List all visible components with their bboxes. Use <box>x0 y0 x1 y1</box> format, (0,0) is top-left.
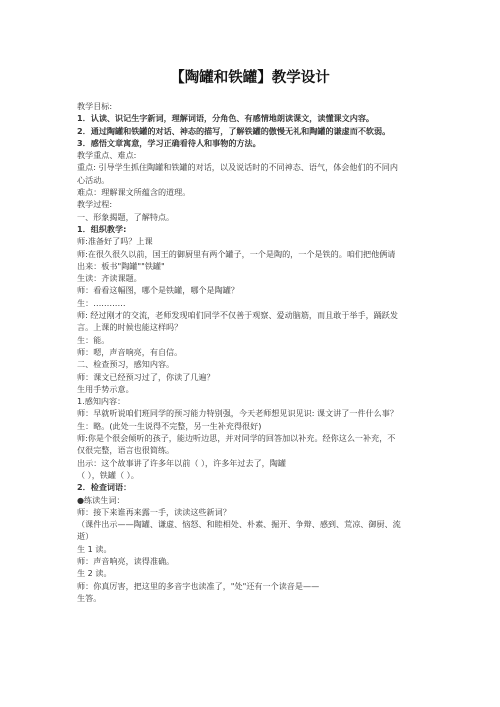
text-line: ●练读生词： <box>77 494 125 505</box>
text-line: 师：嗯，声音响亮，有自信。 <box>77 346 183 357</box>
text-line: （ ），铁罐（ ）。 <box>77 469 139 480</box>
text-line: 生 2 读。 <box>77 568 112 579</box>
text-line: 生答。 <box>77 592 102 603</box>
text-line: 心活动。 <box>77 174 110 185</box>
text-line: 1．认读、识记生字新词，理解词语，分角色、有感情地朗读课文，读懂课文内容。 <box>77 113 375 124</box>
text-line: 二、检查预习，感知内容。 <box>77 359 175 370</box>
text-line: 生：能。 <box>77 334 110 345</box>
text-line: （课件出示——陶罐、谦虚、恼怒、和睦相处、朴素、掘开、争辩、感到、荒凉、御厨、流 <box>77 519 401 530</box>
text-line: 教学目标: <box>77 101 113 111</box>
text-line: 一、形象揭题，了解特点。 <box>77 211 175 222</box>
text-line: 仅很完整，语言也很简练。 <box>77 445 175 456</box>
text-line: 生：略。(此处一生说得不完整，另一生补充得很好) <box>77 420 262 431</box>
text-line: 教学过程: <box>77 199 113 210</box>
text-line: 重点: 引导学生抓住陶罐和铁罐的对话，以及说话时的不同神态、语气，体会他们的不同内 <box>77 162 398 173</box>
text-line: 师:准备好了吗？上课 <box>77 236 153 247</box>
text-line: 出来：板书"陶罐""铁罐" <box>77 260 165 271</box>
text-line: 师：你真厉害，把这里的多音字也读准了，"处"还有一个读音是—— <box>77 580 320 591</box>
text-line: 师: 经过刚才的交流，老师发现咱们同学不仅善于观察、爱动脑筋，而且敢于举手，踊跃发 <box>77 310 398 321</box>
text-line: 师：早就听说咱们班同学的预习能力特别强，今天老师想见识见识: 课文讲了一件什么事？ <box>77 408 398 419</box>
text-line: 师：声音响亮，读得准确。 <box>77 555 175 566</box>
text-line: 生：………… <box>77 297 126 308</box>
text-line: 2．检查词语： <box>77 482 132 493</box>
text-line: 生用手势示意。 <box>77 383 134 394</box>
text-line: 师：看看这幅图，哪个是铁罐，哪个是陶罐？ <box>77 285 239 296</box>
document-body <box>77 100 429 604</box>
text-line: 师：接下来谁再来露一手，读读这些新词？ <box>77 506 231 517</box>
document-title: 【陶罐和铁罐】教学设计 <box>170 70 330 86</box>
text-line: 生读：齐读课题。 <box>77 273 142 284</box>
text-line: 出示：这个故事讲了许多年以前（ ），许多年过去了，陶罐 <box>77 457 286 468</box>
text-line: 3．感悟文章寓意，学习正确看待人和事物的方法。 <box>77 137 261 148</box>
text-line: 逝） <box>77 531 94 542</box>
text-line: 2．通过陶罐和铁罐的对话、神态的描写，了解铁罐的傲慢无礼和陶罐的谦虚而不软弱。 <box>77 125 391 136</box>
text-line: 生 1 读。 <box>77 543 112 554</box>
text-line: 1.感知内容： <box>77 396 126 407</box>
text-line: 难点：理解课文所蕴含的道理。 <box>77 187 191 198</box>
text-line: 言。上课的时候也能这样吗？ <box>77 322 183 333</box>
text-line: 教学重点、难点: <box>77 150 137 161</box>
text-line: 师:在很久很久以前，国王的御厨里有两个罐子，一个是陶的，一个是铁的。咱们把他俩请 <box>77 248 396 259</box>
text-line: 1．组织教学: <box>77 223 127 234</box>
text-line: 师:你是个很会倾听的孩子，能边听边思，并对同学的回答加以补充。经你这么一补充，不 <box>77 433 396 444</box>
text-line: 师：课文已经预习过了，你读了几遍？ <box>77 371 215 382</box>
